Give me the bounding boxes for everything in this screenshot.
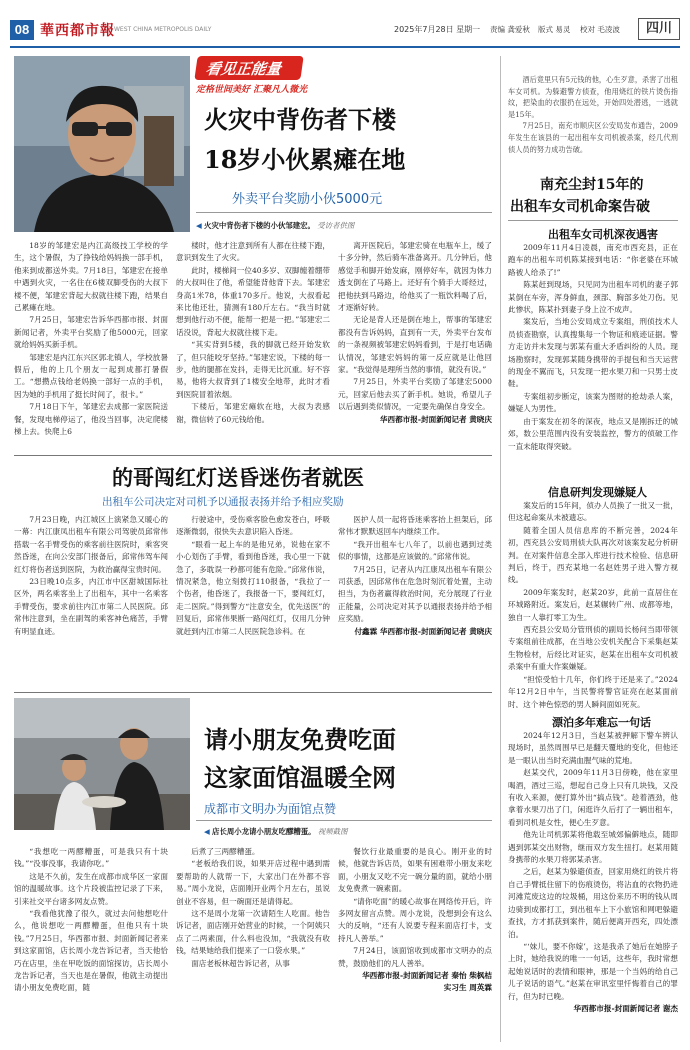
section-label: 四川 [638, 18, 680, 40]
designer-credit: 版式 易灵 [538, 25, 571, 34]
story3-title-line2: 这家面馆温暖全网 [204, 763, 396, 792]
story1-caption: ◀ 火灾中背伤者下楼的小伙邹建宏。 受访者供图 [196, 221, 355, 230]
story4-section1-heading: 出租车女司机深夜遇害 [548, 228, 658, 241]
column-slogan: 定格世间美好 汇聚凡人微光 [196, 85, 308, 95]
story3-column-1: “我想吃一两醪糟蛋，可是我只有十块钱。”“没事没事，我请你吃。” 这是不久前，发生在成都市成华区一家面馆的温暖故事。这个片段被监控记录了下来，引来社交平台诸多网友点赞。 “我看他犹豫了很久，就过去问他想吃什么，他说想吃一两醪糟蛋，但他只有十块钱。”7月25日，华西都市报、封面新闻记者来到这家面馆，店长周小龙告诉记者，当天他恰巧在店里，坐在甲吃饭的面馆探访，店长周小龙告诉记者，当天也是在暑假，他就主动提出请小朋友免费吃面，随 [14, 847, 168, 993]
story4-section3-heading: 漂泊多年难忘一句话 [552, 716, 651, 729]
story4-title-line1: 南充尘封15年的 [540, 177, 644, 193]
story3-title-line1: 请小朋友免费吃面 [204, 725, 396, 754]
caption-marker-icon: ◀ [196, 221, 202, 230]
story4-section2-text: 案发后的15年间，侦办人员换了一批又一批，但这起命案从未被遗忘。 随着全国人员信息库的不断完善，2024年初，西充县公安局刑侦大队再次对该案发起分析研判。在对案件信息全部入库进行技术检验、信息研判后，终于，西充某地一名赵姓男子进入警方视线。 2009年案发时，赵某20岁，此前一直居住在环城路附近。案发后，赵某辗转广州、成都等地，独自一人靠打零工为生。 西充县公安局分管刑侦的副局长杨问当即带领专案组前往成都，在当地公安机关配合下采集赵某生物检材，后经比对证实，赵某在出租车女司机被杀案中有重大作案嫌疑。 “担惊受怕十几年，你们终于还是来了。”2024年12月2日中午，当民警将警官证亮在赵某面前时，这个神色惊恐的男人瞬间面如死灰。 [508, 501, 678, 708]
story1-column-2: 楼时，他才注意到所有人都在往楼下跑，意识到发生了火灾。 此时，楼梯间一位40多岁、双脚缠着绷带的大叔叫住了他，希望能背他背下去。邹建宏身高1米78，体重170多斤。他说，大叔看起来比他还壮，猜测有180斤左右。“我当时就想到他行动不便，能帮一把是一把。”邹建宏二话没说，背起大叔就往楼下走。 “其实背到5楼，我的脚就已经开始发软了，但只能咬牙坚持。”邹建宏说，下楼的每一步，他的腿都在发抖，走得无比沉重。好不容易，他将大叔背到了1楼安全地带，此时才看到医院冒着浓烟。 下楼后，邹建宏瘫软在地，大叔为表感谢，微信转了60元钱给他。 [176, 241, 330, 424]
story1-title-rule [196, 212, 492, 213]
newspaper-logo-en: WEST CHINA METROPOLIS DAILY [114, 26, 212, 33]
story1-column-3: 离开医院后，邹建宏骑在电瓶车上，缓了十多分钟，然后骑车准备离开。几分钟后，他感觉手和脚开始发麻，刚停好车，就因为体力透支倒在了马路上。还好有个骑手大哥经过，把他扶到马路边，给他买了一瓶饮料喝了后，才逐渐好转。 无论是背人还是倒在地上，帮事的邹建宏都没有告诉妈妈，直到有一天，外卖平台发布的一条视频被邹建宏妈妈看到，于是打电话确认情况，邹建宏妈妈的第一反应就是让他回家。“我觉得是理所当然的事情，就没有说。” 7月25日，外卖平台奖励了邹建宏5000元，回家后他去买了新手机。她说，希望儿子以后遇到类似情况，一定要先确保自身安全。 华西都市报-封面新闻记者 黄晓庆 [338, 240, 492, 452]
caption-marker-icon: ◀ [204, 827, 210, 836]
newspaper-logo: 華西都市報 [40, 23, 115, 39]
story3-subtitle: 成都市文明办为面馆点赞 [204, 802, 337, 816]
right-column-divider [500, 56, 501, 1042]
story2-subtitle: 出租车公司决定对司机予以通报表扬并给予相应奖励 [102, 496, 344, 508]
column-logo-text: 看见正能量 [204, 60, 283, 78]
story1-photo [14, 56, 190, 232]
story1-column-1: 18岁的邹建宏是内江高级技工学校的学生，这个暑假，为了挣钱给妈妈换一部手机，他来到成都送外卖。7月18日，邹建宏在接单中遇到火灾，一名住在6楼双脚受伤的大叔下楼不便，邹建宏背起大叔就往楼下跑，结果自己累瘫在地。 7月25日，邹建宏告诉华西都市报、封面新闻记者，外卖平台奖励了他5000元，回家就给妈妈买新手机。 邹建宏是内江东兴区郭北镇人，学校放暑假后，他的上几个朋友一起到成都打暑假工。“想攒点钱给老妈换一部好一点的手机，因为她的手机用了挺长时间了，很卡。” 7月18日下午，邹建宏去成都一家医院送餐，发现电梯停运了，他没当回事，决定爬楼梯上去。快爬上6 [14, 241, 168, 437]
column-logo [194, 56, 303, 80]
masthead [10, 14, 680, 46]
story4-title-rule [508, 220, 678, 221]
story3-column-2: 后煮了三两醪糟蛋。 “老板给我们说，如果开店过程中遇到需要帮助的人就帮一下，大家出门在外都不容易。”周小龙说，店面刚开业两个月左右，虽说创业不容易，但一碗面还是请得起。 这不是周小龙第一次请陌生人吃面。他告诉记者，面店刚开始营业的时候，一个阿姨只点了二两素面，什么料也没加，“我就没有收钱，结果她给我们提来了一口袋水果。” 面店老板林超告诉记者，从事 [176, 847, 330, 968]
date-line: 2025年7月28日 星期一 [394, 25, 481, 34]
story4-section1-text: 2009年11月4日凌晨，南充市西充县，正在跑车的出租车司机陈某接到电话：“你老婆在环城路被人给杀了!” 陈某赶到现场，只见同为出租车司机的妻子郭某倒在车旁，浑身鲜血，颈部、胸部多处刀伤。见此惨状，陈某扑到妻子身上泣不成声。 案发后，当地公安局成立专案组，刑侦技术人员侦查勘察，认真搜集每一个物证和痕迹证据。警方走访并未发现与郭某有重大矛盾纠纷的人员。现场勘察时，发现郭某随身携带的手提包和当天运营的现金不翼而飞，只发现一把水果刀和一只男士皮鞋。 专案组初步断定，该案为图财的抢劫杀人案，嫌疑人为男性。 由于案发在初冬的深夜，地点又是刚拆迁的城郊，数公里范围内没有安装监控，警方的侦破工作一直未能取得突破。 [508, 243, 678, 451]
story3-byline: 华西都市报-封面新闻记者 秦怡 柴枫桔 实习生 周英霖 [362, 971, 492, 993]
proofreader-credit: 校对 毛凌波 [580, 25, 620, 34]
story1-title-line2: 18岁小伙累瘫在地 [204, 145, 406, 174]
story1-bottom-rule [14, 455, 492, 456]
page-number: 08 [10, 20, 34, 40]
story2-title: 的哥闯红灯送昏迷伤者就医 [112, 465, 364, 490]
story3-column-3: 餐饮行业最重要的是良心。刚开业的时候，他就告诉店员，如果有困难带小朋友来吃面，小朋友又吃不完一碗分量的面，就给小朋友免费煮一碗素面。 “请你吃面”的暖心故事在网络传开后，许多网友留言点赞。周小龙说，没想到会有这么大的反响，“还有人说要专程来面店打卡，支持凡人善举。” 7月24日，该面馆收到成都市文明办的点赞，鼓励他们的凡人善举。 华西都市报-封面新闻记者 秦怡 柴枫桔 实习生 周英霖 [338, 846, 492, 1042]
editor-credit: 责编 龚爱秋 [490, 25, 530, 34]
story4-byline: 华西都市报-封面新闻记者 谢杰 [573, 1003, 678, 1013]
story2-column-2: 行驶途中，受伤乘客脸色愈发苍白，呼吸逐渐微弱，很快失去意识陷入昏迷。 “眼看一起上车的是他兄弟，说他在家不小心划伤了手臂，看到他昏迷，我心里一下就急了，多耽误一秒都可能有危险。”邱常伟说，情况紧急，他立刻拨打110报备，“我拉了一个伤者，他昏迷了，我报备一下，要闯红灯，走二医院。”得到警方“注意安全，优先送医”的回复后，邱常伟果断一路闯红灯，仅用几分钟就赶到内江市第二人民医院急诊科。在 [176, 515, 330, 636]
story1-byline: 华西都市报-封面新闻记者 黄晓庆 [379, 414, 492, 424]
story1-title-line1: 火灾中背伤者下楼 [204, 105, 396, 134]
story4-title-line2: 出租车女司机命案告破 [510, 199, 650, 215]
story2-bottom-rule [14, 692, 492, 693]
story2-column-3: 医护人员一起将昏迷乘客抬上担架后，邱常伟才默默返回车内继续工作。 “我开出租车七八年了，以前也遇到过类似的事情，这都是应该做的。”邱常伟说。 7月25日，记者从内江康凤出租车有限公司获悉，因邱常伟在危急时刻沉着处置，主动担当，为伤者赢得救治时间，充分展现了行业正能量，公司决定对其予以通报表扬并给予相应奖励。 付鑫霖 华西都市报-封面新闻记者 黄晓庆 [338, 514, 492, 690]
story3-caption: ◀ 店长周小龙请小朋友吃醪糟蛋。 视频截图 [204, 827, 348, 836]
story4-lead: 酒后竟里只有5元钱的他，心生歹意，杀害了出租车女司机。为躲避警方侦查，他用烧红的铁片烫伤指纹，把染血的衣服扔在远处，开始四处潜逃，一逃就是15年。 7月25日，南充市顺庆区公安局发布通告，2009年发生在该县的一起出租车女司机被杀案，经几代刑侦人员的努力成功告破。 [508, 75, 678, 154]
story3-photo [14, 698, 190, 830]
story4-section2-heading: 信息研判发现嫌疑人 [548, 486, 647, 499]
story4-section3-text: 2024年12月3日，当赵某被押解下警车辨认现场时，虽然周围早已是翻天覆地的变化，但他还是一眼认出当时充满血腥气味的荒地。 赵某交代，2009年11月3日傍晚，他在家里喝酒，酒过三巡，想起自己身上只有几块钱，又没有收入来源，便打算外出“搞点钱”。趁着酒劲，他拿着水果刀出了门，闲逛许久后打了一辆出租车，看到司机是女性，便心生歹意。 他先让司机郭某将他载至城郊偏僻地点，随即遇到郭某交出财物，继而双方发生扭打。赵某用随身携带的水果刀将郭某杀害。 之后，赵某为躲避侦查，回家用烧红的铁片将自己手臂抵住留下的伤痕烫伤，将沾血的衣物扔进河滩荒废这边的垃圾桶，用这份来历不明的钱从周边骑到成都打工，到出租车上下小旅馆和网吧躲避查找，方才抓获到案件，随后便离开西充，四处漂泊。 “‘妹儿，要不你嫁’，这是我杀了她后在她脖子上时，她给我说的唯一一句话，这些年，我时常想起她说话时的表情和眼神，那是一个当妈的给自己儿子说话的语气。”赵某在审讯室里忏悔着自己的罪行，但为时已晚。 华西都市报-封面新闻记者 谢杰 [508, 730, 678, 1042]
story2-byline: 付鑫霖 华西都市报-封面新闻记者 黄晓庆 [354, 626, 492, 636]
story2-column-1: 7月23日晚，内江城区上演紧急又暖心的一幕：内江康凤出租车有限公司驾驶员邱常伟搭载一名手臂受伤的乘客前往医院时，乘客突然昏迷，在向公安部门报备后，邱常伟驾车闯红灯将伤者送到医院，为救治赢得宝贵时间。 23日晚10点多，内江市中区甜城国际社区外，两名乘客坐上了出租车，其中一名乘客手臂受伤，要求前往内江市第二人民医院。邱常伟注意到，坐在副驾的乘客神色痛苦，手臂有明显血迹。 [14, 515, 168, 636]
story1-subtitle: 外卖平台奖励小伙5000元 [232, 192, 383, 207]
story3-title-rule [196, 820, 492, 821]
masthead-rule [10, 46, 680, 48]
